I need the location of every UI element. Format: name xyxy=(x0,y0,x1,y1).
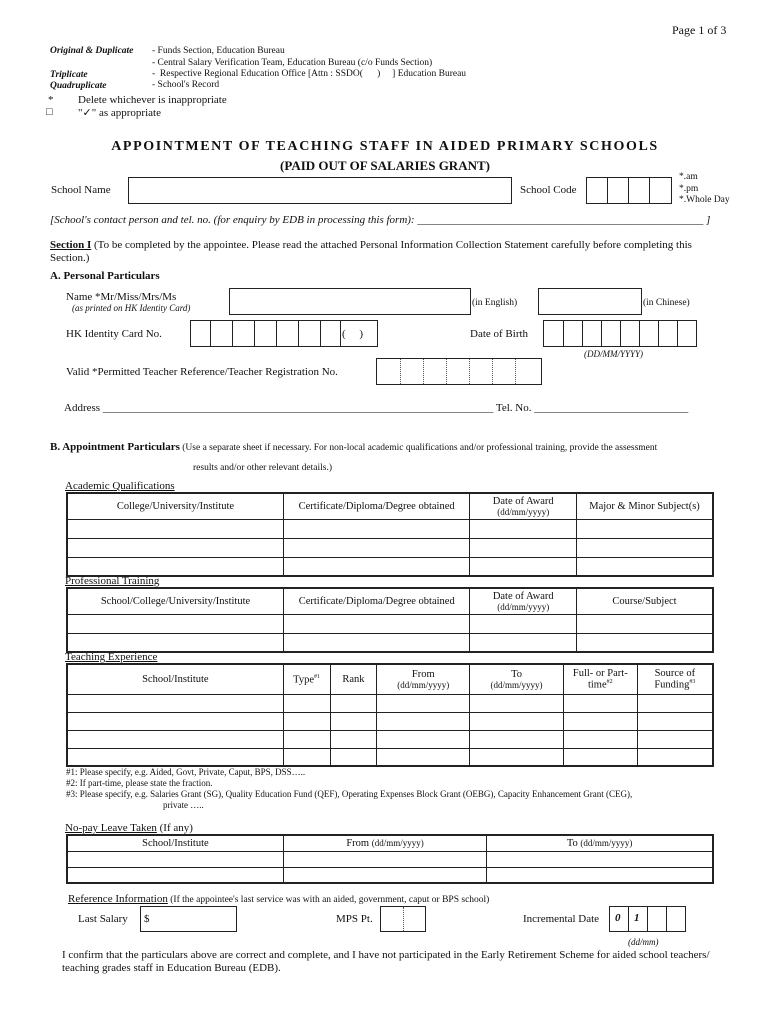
distribution-label-quadruplicate: Quadruplicate xyxy=(50,81,107,91)
teaching-header-rank: Rank xyxy=(330,664,377,694)
table-cell[interactable] xyxy=(283,538,470,557)
professional-header-certificate: Certificate/Diploma/Degree obtained xyxy=(283,588,469,614)
table-cell[interactable] xyxy=(563,694,637,712)
reference-caption-suffix: (If the appointee's last service was with an aided, government, caput or BPS school) xyxy=(170,895,490,905)
appointment-note-1: (Use a separate sheet if necessary. For non-local academic qualifications and/or professional training, provide the assessment xyxy=(182,443,658,453)
permit-label: Valid *Permitted Teacher Reference/Teacher Registration No. xyxy=(66,366,338,378)
table-cell[interactable] xyxy=(470,538,577,557)
professional-caption: Professional Training xyxy=(65,575,160,587)
last-salary-field[interactable] xyxy=(140,906,237,932)
table-cell[interactable] xyxy=(283,730,330,748)
appointment-note-2: results and/or other relevant details.) xyxy=(193,463,333,473)
table-cell[interactable] xyxy=(470,730,564,748)
name-chinese-field[interactable] xyxy=(538,288,642,315)
academic-header-subjects: Major & Minor Subject(s) xyxy=(577,493,713,519)
session-whole-day: *.Whole Day xyxy=(679,195,730,205)
distribution-item-2: - Central Salary Verification Team, Education Bureau (c/o Funds Section) xyxy=(152,58,433,68)
address-row[interactable] xyxy=(64,402,688,414)
table-cell[interactable] xyxy=(470,694,564,712)
section-1-intro xyxy=(50,239,730,265)
table-cell[interactable] xyxy=(637,748,713,766)
school-code-label: School Code xyxy=(520,184,577,196)
teaching-header-to: To (dd/mm/yyyy) xyxy=(470,664,564,694)
dollar-sign: $ xyxy=(144,913,150,925)
table-cell[interactable] xyxy=(67,538,283,557)
teaching-table xyxy=(66,663,714,767)
appointment-intro xyxy=(50,441,657,453)
academic-header-institute: College/University/Institute xyxy=(67,493,283,519)
page-number: Page 1 of 3 xyxy=(672,23,727,37)
name-label: Name *Mr/Miss/Mrs/Ms xyxy=(66,291,177,303)
table-cell[interactable] xyxy=(637,730,713,748)
teaching-header-fulltime: Full- or Part- time$^{\#2}$ xyxy=(563,664,637,694)
professional-table xyxy=(66,587,714,653)
incremental-date-field[interactable] xyxy=(609,906,686,932)
professional-header-course: Course/Subject xyxy=(577,588,713,614)
table-cell[interactable] xyxy=(67,694,283,712)
in-chinese-label: (in Chinese) xyxy=(643,298,690,308)
table-cell[interactable] xyxy=(577,614,713,633)
checkbox-note: "✓" as appropriate xyxy=(78,107,161,119)
name-sublabel: (as printed on HK Identity Card) xyxy=(72,303,191,313)
table-cell[interactable] xyxy=(283,748,330,766)
incremental-digit-0: 0 xyxy=(615,912,621,924)
incremental-date-label: Incremental Date xyxy=(523,913,600,925)
table-cell[interactable] xyxy=(470,519,577,538)
footnote-3: #3: Please specify, e.g. Salaries Grant (SG), Quality Education Fund (QEF), Operating Expenses Block Grant (OEBG), Capacity Enhancement Grant (CEG), xyxy=(66,789,633,799)
table-cell[interactable] xyxy=(283,614,469,633)
table-cell[interactable] xyxy=(67,557,283,576)
table-cell[interactable] xyxy=(283,519,470,538)
table-cell[interactable] xyxy=(577,519,713,538)
footnote-2: #2: If part-time, please state the fraction. xyxy=(66,778,213,788)
personal-heading: A. Personal Particulars xyxy=(50,270,160,282)
nopay-header-from: From (dd/mm/yyyy) xyxy=(283,835,486,851)
incremental-date-format: (dd/mm) xyxy=(628,937,659,947)
table-cell[interactable] xyxy=(470,748,564,766)
table-cell[interactable] xyxy=(577,633,713,652)
teaching-header-type: Type$^{\#1}$ xyxy=(283,664,330,694)
last-salary-label: Last Salary xyxy=(78,913,128,925)
table-cell[interactable] xyxy=(67,519,283,538)
distribution-label-original: Original & Duplicate xyxy=(50,46,134,56)
tel-label: Tel. No. xyxy=(495,402,532,414)
table-cell[interactable] xyxy=(577,538,713,557)
form-subtitle: (PAID OUT OF SALARIES GRANT) xyxy=(280,158,490,173)
table-cell[interactable] xyxy=(283,851,486,867)
table-cell[interactable] xyxy=(330,748,377,766)
mps-point-field[interactable] xyxy=(380,906,426,932)
confirmation-statement: I confirm that the particulars above are correct and complete, and I have not participated in the Early Retirement Scheme for aided school teachers/ teaching grades staff in Education Bureau (EDB). xyxy=(62,949,710,974)
table-cell[interactable] xyxy=(67,748,283,766)
table-cell[interactable] xyxy=(470,712,564,730)
academic-table xyxy=(66,492,714,577)
table-cell[interactable] xyxy=(487,867,713,883)
reference-caption-row xyxy=(68,893,489,905)
table-cell[interactable] xyxy=(637,694,713,712)
dob-label: Date of Birth xyxy=(470,328,529,340)
distribution-label-triplicate: Triplicate xyxy=(50,70,88,80)
teaching-caption: Teaching Experience xyxy=(65,651,158,663)
nopay-table xyxy=(66,834,714,884)
table-cell[interactable] xyxy=(377,748,470,766)
dob-format: (DD/MM/YYYY) xyxy=(584,349,644,359)
name-english-field[interactable] xyxy=(229,288,471,315)
table-cell[interactable] xyxy=(377,730,470,748)
table-cell[interactable] xyxy=(330,730,377,748)
section-1-text: (To be completed by the appointee. Please read the attached Personal Information Collection Statement carefully before completing this Section.) xyxy=(50,239,692,264)
table-cell[interactable] xyxy=(283,867,486,883)
nopay-caption: No-pay Leave Taken xyxy=(65,822,157,834)
academic-header-certificate: Certificate/Diploma/Degree obtained xyxy=(283,493,470,519)
table-cell[interactable] xyxy=(377,712,470,730)
table-cell[interactable] xyxy=(577,557,713,576)
session-am: *.am xyxy=(679,172,698,182)
table-cell[interactable] xyxy=(67,712,283,730)
tel-line[interactable]: ____________________________ xyxy=(534,402,689,414)
star-note: Delete whichever is inappropriate xyxy=(78,94,227,106)
in-english-label: (in English) xyxy=(472,298,518,308)
incremental-digit-1: 1 xyxy=(634,912,640,924)
form-title: APPOINTMENT OF TEACHING STAFF IN AIDED PRIMARY SCHOOLS xyxy=(111,139,659,154)
address-label: Address xyxy=(64,402,101,414)
table-cell[interactable] xyxy=(330,694,377,712)
school-code-field[interactable] xyxy=(586,177,672,204)
table-cell[interactable] xyxy=(563,748,637,766)
table-cell[interactable] xyxy=(470,614,577,633)
reference-caption: Reference Information xyxy=(68,893,168,905)
academic-header-date: Date of Award (dd/mm/yyyy) xyxy=(470,493,577,519)
table-cell[interactable] xyxy=(67,730,283,748)
footnote-3-cont: private ….. xyxy=(163,800,204,810)
nopay-header-institute: School/Institute xyxy=(67,835,283,851)
star-note-symbol: * xyxy=(48,94,54,106)
table-cell[interactable] xyxy=(330,712,377,730)
nopay-caption-suffix: (If any) xyxy=(159,822,193,834)
session-pm: *.pm xyxy=(679,184,699,194)
professional-header-institute: School/College/University/Institute xyxy=(67,588,283,614)
professional-header-date: Date of Award (dd/mm/yyyy) xyxy=(470,588,577,614)
nopay-caption-row xyxy=(65,822,193,834)
table-cell[interactable] xyxy=(283,712,330,730)
table-cell[interactable] xyxy=(377,694,470,712)
nopay-header-to: To (dd/mm/yyyy) xyxy=(487,835,713,851)
table-cell[interactable] xyxy=(283,633,469,652)
address-line[interactable]: _______________________________________________________________________ xyxy=(102,402,494,414)
school-contact-line[interactable]: [School's contact person and tel. no. (for enquiry by EDB in processing this form): ____________________________________________________ ] xyxy=(50,214,711,226)
table-cell[interactable] xyxy=(283,557,470,576)
table-cell[interactable] xyxy=(67,614,283,633)
table-cell[interactable] xyxy=(283,694,330,712)
checkbox-note-symbol: □ xyxy=(46,106,53,118)
distribution-item-3: - Respective Regional Education Office [Attn : SSDO( ) ] Education Bureau xyxy=(152,69,467,79)
table-cell[interactable] xyxy=(563,712,637,730)
table-cell[interactable] xyxy=(67,851,283,867)
academic-caption: Academic Qualifications xyxy=(65,480,175,492)
table-cell[interactable] xyxy=(67,633,283,652)
table-cell[interactable] xyxy=(470,557,577,576)
school-name-field[interactable] xyxy=(128,177,512,204)
table-cell[interactable] xyxy=(563,730,637,748)
hkid-label: HK Identity Card No. xyxy=(66,328,162,340)
appointment-heading: B. Appointment Particulars xyxy=(50,441,180,453)
hkid-check-bracket: ( ) xyxy=(342,328,364,340)
mps-label: MPS Pt. xyxy=(336,913,373,925)
school-name-label: School Name xyxy=(51,184,111,196)
teaching-header-funding: Source of Funding$^{\#3}$ xyxy=(637,664,713,694)
footnote-1: #1: Please specify, e.g. Aided, Govt, Private, Caput, BPS, DSS….. xyxy=(66,767,306,777)
hkid-field[interactable] xyxy=(190,320,378,347)
table-cell[interactable] xyxy=(637,712,713,730)
table-cell[interactable] xyxy=(67,867,283,883)
teaching-header-from: From (dd/mm/yyyy) xyxy=(377,664,470,694)
dob-field[interactable] xyxy=(543,320,697,347)
permit-number-field[interactable] xyxy=(376,358,542,385)
table-cell[interactable] xyxy=(470,633,577,652)
distribution-item-1: - Funds Section, Education Bureau xyxy=(152,46,285,56)
distribution-item-4: - School's Record xyxy=(152,80,220,90)
teaching-header-institute: School/Institute xyxy=(67,664,283,694)
table-cell[interactable] xyxy=(487,851,713,867)
section-1-heading: Section I xyxy=(50,239,92,251)
